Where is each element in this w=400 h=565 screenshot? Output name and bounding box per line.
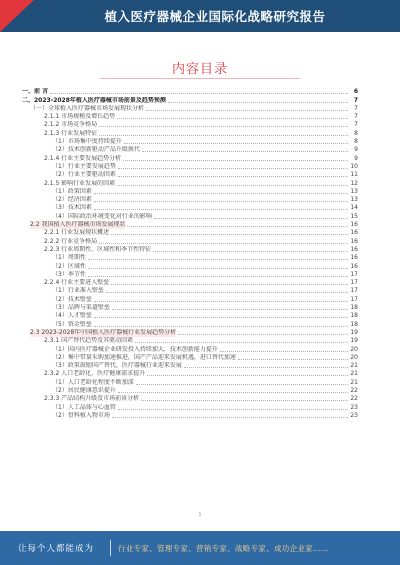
toc-entry-page: 9 (354, 146, 358, 154)
toc-entry-page: 19 (350, 337, 358, 345)
toc-entry-label: 2.2.4 行业主要进入壁垒 (44, 279, 110, 287)
toc-leader-dots (238, 359, 348, 360)
toc-entry[interactable] (22, 370, 358, 378)
toc-entry-label: （4）国际政治环境变化对行业的影响 (52, 212, 152, 220)
toc-leader-dots (88, 276, 348, 277)
toc-entry[interactable] (22, 138, 358, 146)
toc-entry[interactable] (22, 354, 358, 362)
footer-divider (110, 540, 111, 556)
toc-entry-page: 16 (350, 237, 358, 245)
toc-entry[interactable] (22, 329, 358, 337)
toc-entry[interactable] (22, 304, 358, 312)
toc-entry-page: 7 (354, 113, 358, 121)
toc-entry-label: （1）人工晶体与心血管 (52, 403, 116, 411)
toc-entry-label: 2.1.4 行业主要发展趋势分析 (44, 154, 122, 162)
toc-leader-dots (99, 126, 348, 127)
toc-entry-label: （5）资金壁垒 (52, 320, 92, 328)
footer-slogan: 让每个人都能成为 (18, 544, 95, 554)
toc-entry-label: 2.2 我国植入医疗器械市场发展现状 (30, 221, 126, 229)
toc-leader-dots (94, 301, 348, 302)
toc-entry[interactable] (22, 196, 358, 204)
toc-entry-label: 2.2.1 行业发展现状概述 (44, 229, 110, 237)
toc-leader-dots (117, 185, 348, 186)
toc-entry[interactable] (22, 113, 358, 121)
toc-entry[interactable] (22, 146, 358, 154)
toc-entry-page: 12 (350, 179, 358, 187)
toc-leader-dots (94, 209, 348, 210)
toc-leader-dots (118, 168, 348, 169)
toc-leader-dots (94, 326, 348, 327)
toc-leader-dots (136, 384, 348, 385)
toc-entry-page: 20 (350, 353, 358, 361)
toc-leader-dots (99, 243, 348, 244)
toc-entry-page: 7 (354, 121, 358, 129)
header-bar (0, 0, 400, 32)
toc-leader-dots (118, 176, 348, 177)
toc-entry-label: （3）季节性 (52, 270, 86, 278)
toc-entry[interactable] (22, 287, 358, 295)
toc-entry[interactable] (22, 312, 358, 320)
toc-leader-dots (135, 342, 348, 343)
toc-entry-page: 7 (353, 96, 358, 104)
toc-entry-page: 13 (350, 196, 358, 204)
toc-entry-page: 17 (350, 295, 358, 303)
toc-entry[interactable] (22, 163, 358, 171)
toc-entry-label: 2.3.2 人口老龄化、医疗健康需求提升 (44, 370, 146, 378)
toc-entry-label: （2）经济因素 (52, 196, 92, 204)
toc-entry-page: 13 (350, 187, 358, 195)
report-title: 植入医疗器械企业国际化战略研究报告 (104, 9, 326, 24)
toc-entry-label: （1）人口老龄化程度不断加深 (52, 378, 134, 386)
toc-entry-page: 8 (354, 138, 358, 146)
toc-entry[interactable] (22, 337, 358, 345)
toc-entry-label: （2）行业主要驱动因素 (52, 171, 116, 179)
toc-leader-dots (111, 234, 348, 235)
toc-entry-page: 22 (350, 395, 358, 403)
toc-entry[interactable] (22, 154, 358, 162)
toc-entry[interactable] (22, 387, 358, 395)
toc-entry-label: （2）集中带量采购加速推进，国产产品迎来发展机遇，进口替代加速 (52, 353, 236, 361)
toc-entry-label: （3）品牌与渠道壁垒 (52, 304, 110, 312)
toc-entry-page: 16 (350, 254, 358, 262)
toc-entry-label: （4）人才壁垒 (52, 312, 92, 320)
toc-entry-label: （2）技术创新驱动产品升级换代 (52, 146, 140, 154)
toc-entry-label: 2.1.2 市场竞争格局 (44, 121, 98, 129)
toc-entry-page: 20 (350, 345, 358, 353)
toc-entry-label: 二、2023-2028年植入医疗器械市场前景及趋势预测 (22, 96, 166, 104)
toc-entry-label: （3）技术因素 (52, 204, 92, 212)
toc-entry-page: 19 (350, 328, 358, 336)
toc-leader-dots (168, 102, 348, 103)
toc-entry[interactable] (22, 254, 358, 262)
toc-entry-label: （一）全球植入医疗器械市场发展现状分析 (30, 104, 145, 112)
toc-entry-page: 18 (350, 304, 358, 312)
toc-entry-label: 一、前 言 (22, 88, 49, 96)
toc-entry-label: （1）国内医疗器械企业研发投入持续加大，技术创新能力提升 (52, 345, 218, 353)
toc-entry[interactable] (22, 188, 358, 196)
toc-entry-page: 18 (350, 312, 358, 320)
toc-entry-page: 21 (350, 362, 358, 370)
toc-entry-label: 2.3.1 国产替代趋势及其驱动因素 (44, 337, 134, 345)
toc-entry[interactable] (22, 295, 358, 303)
toc-entry-page: 16 (350, 229, 358, 237)
toc-entry-page: 21 (350, 370, 358, 378)
toc-leader-dots (127, 226, 348, 227)
toc-leader-dots (146, 110, 348, 111)
toc-leader-dots (99, 135, 348, 136)
toc-entry-label: （1）政策因素 (52, 187, 92, 195)
toc-entry-page: 16 (350, 245, 358, 253)
toc-entry[interactable] (22, 96, 358, 104)
toc-entry-label: 2.3 2023-2028年中国植入医疗器械行业发展趋势分析 (30, 328, 177, 336)
toc-heading-divider (100, 78, 300, 79)
toc-leader-dots (88, 268, 348, 269)
toc-entry-page: 17 (350, 287, 358, 295)
toc-leader-dots (178, 334, 348, 335)
toc-leader-dots (123, 160, 348, 161)
toc-entry[interactable] (22, 204, 358, 212)
toc-leader-dots (94, 201, 348, 202)
toc-entry[interactable] (22, 221, 358, 229)
toc-entry-label: （1）行业主要发展趋势 (52, 162, 116, 170)
toc-leader-dots (88, 259, 348, 260)
table-of-contents (22, 88, 358, 420)
toc-entry-page: 6 (353, 88, 358, 96)
toc-leader-dots (118, 409, 348, 410)
toc-entry-label: （2）骨科植入物市场 (52, 411, 110, 419)
toc-leader-dots (94, 193, 348, 194)
toc-entry-label: （3）政策鼓励国产替代，医疗器械行业迎来发展 (52, 362, 182, 370)
toc-entry[interactable] (22, 320, 358, 328)
toc-entry-page: 17 (350, 270, 358, 278)
toc-entry[interactable] (22, 378, 358, 386)
toc-entry-label: （1）周期性 (52, 254, 86, 262)
toc-entry-label: 2.2.3 行业周期性、区域性和季节性特征 (44, 245, 152, 253)
header-accent-triangle (0, 0, 34, 32)
toc-leader-dots (220, 351, 348, 352)
footer-bar (0, 531, 400, 565)
toc-leader-dots (112, 309, 348, 310)
toc-entry[interactable] (22, 279, 358, 287)
toc-leader-dots (117, 118, 348, 119)
toc-leader-dots (106, 292, 348, 293)
toc-entry-page: 9 (354, 154, 358, 162)
toc-entry[interactable] (22, 262, 358, 270)
toc-entry-label: 2.1.5 影响行业发展的因素 (44, 179, 116, 187)
toc-leader-dots (147, 375, 348, 376)
toc-leader-dots (112, 417, 348, 418)
toc-entry-label: （1）市场集中度持续提升 (52, 138, 122, 146)
toc-entry-page: 16 (350, 262, 358, 270)
toc-entry[interactable] (22, 345, 358, 353)
toc-entry-page: 14 (350, 204, 358, 212)
toc-entry-label: （2）区域性 (52, 262, 86, 270)
toc-entry[interactable] (22, 105, 358, 113)
toc-entry-page: 7 (354, 104, 358, 112)
toc-leader-dots (153, 251, 348, 252)
toc-entry-page: 23 (350, 403, 358, 411)
toc-entry[interactable] (22, 121, 358, 129)
toc-entry[interactable] (22, 246, 358, 254)
toc-entry-label: 2.2.2 行业竞争格局 (44, 237, 98, 245)
toc-leader-dots (111, 284, 348, 285)
toc-entry-page: 17 (350, 279, 358, 287)
toc-entry[interactable] (22, 129, 358, 137)
toc-entry-label: （2）技术壁垒 (52, 295, 92, 303)
toc-leader-dots (94, 317, 348, 318)
page-number: 1 (198, 512, 202, 518)
toc-entry-label: （1）行业准入壁垒 (52, 287, 104, 295)
toc-entry-page: 8 (354, 129, 358, 137)
toc-entry[interactable] (22, 412, 358, 420)
toc-entry[interactable] (22, 395, 358, 403)
toc-entry-page: 10 (350, 162, 358, 170)
toc-entry[interactable] (22, 88, 358, 96)
toc-entry-page: 22 (350, 386, 358, 394)
toc-entry-page: 11 (350, 171, 358, 179)
toc-entry[interactable] (22, 171, 358, 179)
footer-tagline: 行业专家、管理专家、营销专家、战略专家、成功企业家…… (118, 544, 329, 553)
toc-entry-label: 2.1.1 市场规模及增长趋势 (44, 113, 116, 121)
toc-heading: 内容目录 (171, 62, 228, 77)
toc-entry-page: 15 (350, 212, 358, 220)
toc-leader-dots (142, 151, 348, 152)
toc-entry-label: 2.3.3 产品结构升级及市场前景分析 (44, 395, 140, 403)
toc-entry-page: 18 (350, 320, 358, 328)
toc-leader-dots (118, 392, 348, 393)
toc-entry-page: 16 (350, 221, 358, 229)
toc-leader-dots (124, 143, 348, 144)
toc-entry-label: （2）居民健康意识提升 (52, 386, 116, 394)
toc-leader-dots (141, 400, 348, 401)
toc-leader-dots (184, 367, 348, 368)
toc-entry[interactable] (22, 237, 358, 245)
toc-leader-dots (50, 93, 348, 94)
toc-entry-page: 23 (350, 411, 358, 419)
toc-leader-dots (154, 218, 348, 219)
toc-entry-label: 2.1.3 行业发展特征 (44, 129, 98, 137)
toc-entry[interactable] (22, 403, 358, 411)
toc-entry[interactable] (22, 229, 358, 237)
toc-entry[interactable] (22, 179, 358, 187)
toc-entry[interactable] (22, 212, 358, 220)
toc-entry[interactable] (22, 362, 358, 370)
toc-entry-page: 21 (350, 378, 358, 386)
toc-entry[interactable] (22, 271, 358, 279)
